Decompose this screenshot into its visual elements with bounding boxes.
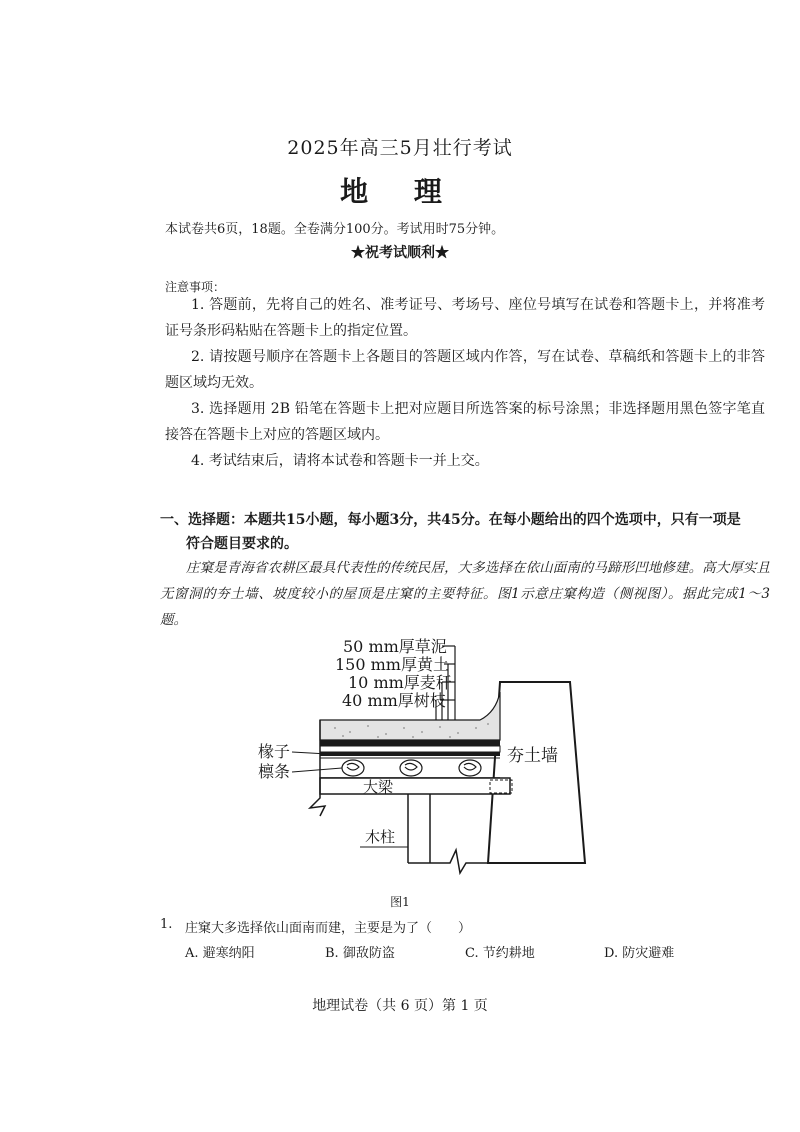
purlin-label: 檩条 bbox=[258, 762, 291, 781]
motto: ★祝考试顺利★ bbox=[351, 245, 449, 261]
section-line-1: 一、选择题：本题共15小题，每小题3分，共45分。在每小题给出的四个选项中，只有一项是 bbox=[160, 512, 741, 528]
straw-layer bbox=[320, 740, 500, 746]
wall-label: 夯土墙 bbox=[507, 746, 558, 766]
layer-label: 50 mm厚草泥 bbox=[343, 637, 447, 656]
question-number: 1. bbox=[160, 917, 173, 932]
section-heading bbox=[160, 508, 770, 556]
layer-label: 10 mm厚麦秆 bbox=[348, 673, 452, 692]
notice-item: 3. 选择题用 2B 铅笔在答题卡上把对应题目所选答案的标号涂黑；非选择题用黑色签字笔直接答在答题卡上对应的答题区域内。 bbox=[165, 401, 765, 443]
page-footer: 地理试卷（共 6 页）第 1 页 bbox=[312, 998, 488, 1014]
subject-title: 地 理 bbox=[340, 175, 460, 208]
layer-label: 150 mm厚黄土 bbox=[335, 655, 449, 674]
branch-layer bbox=[320, 746, 500, 752]
rafter-layer bbox=[320, 752, 500, 756]
section-line-2: 符合题目要求的。 bbox=[186, 536, 298, 552]
rammed-earth-wall bbox=[488, 682, 585, 863]
option-d: D. 防灾避难 bbox=[604, 946, 675, 961]
column-label: 木柱 bbox=[365, 828, 396, 846]
figure-caption: 图1 bbox=[390, 895, 410, 909]
notice-item: 1. 答题前，先将自己的姓名、准考证号、考场号、座位号填写在试卷和答题卡上，并将准考证号条形码粘贴在答题卡上的指定位置。 bbox=[165, 297, 765, 339]
layer-label: 40 mm厚树枝 bbox=[342, 691, 446, 710]
notice-item: 2. 请按题号顺序在答题卡上各题目的答题区域内作答，写在试卷、草稿纸和答题卡上的非答题区域均无效。 bbox=[165, 349, 765, 391]
notice-heading: 注意事项： bbox=[165, 280, 226, 294]
notice-list bbox=[165, 292, 765, 474]
main-beam bbox=[320, 778, 510, 794]
notice-item: 4. 考试结束后，请将本试卷和答题卡一并上交。 bbox=[191, 453, 489, 469]
beam-label: 大梁 bbox=[363, 778, 394, 796]
ground-line bbox=[408, 850, 488, 873]
option-a: A. 避寒纳阳 bbox=[185, 946, 255, 961]
rafter-label: 椽子 bbox=[258, 742, 291, 761]
option-c: C. 节约耕地 bbox=[465, 946, 535, 961]
exam-title: 2025年高三5月壮行考试 bbox=[287, 137, 513, 159]
question-text: 庄窠大多选择依山面南而建，主要是为了（ ） bbox=[185, 921, 472, 936]
passage-text: 庄窠是青海省农耕区最具代表性的传统民居，大多选择在依山面南的马蹄形凹地修建。高大厚实且无窗洞的夯土墙、坡度较小的屋顶是庄窠的主要特征。图1示意庄窠构造（侧视图）。据此完成1～3题。 bbox=[160, 560, 770, 628]
purlins bbox=[342, 760, 481, 776]
zhuangke-structure-diagram bbox=[210, 628, 600, 888]
exam-intro: 本试卷共6页，18题。全卷满分100分。考试用时75分钟。 bbox=[165, 222, 505, 237]
option-b: B. 御敌防盗 bbox=[325, 946, 395, 961]
